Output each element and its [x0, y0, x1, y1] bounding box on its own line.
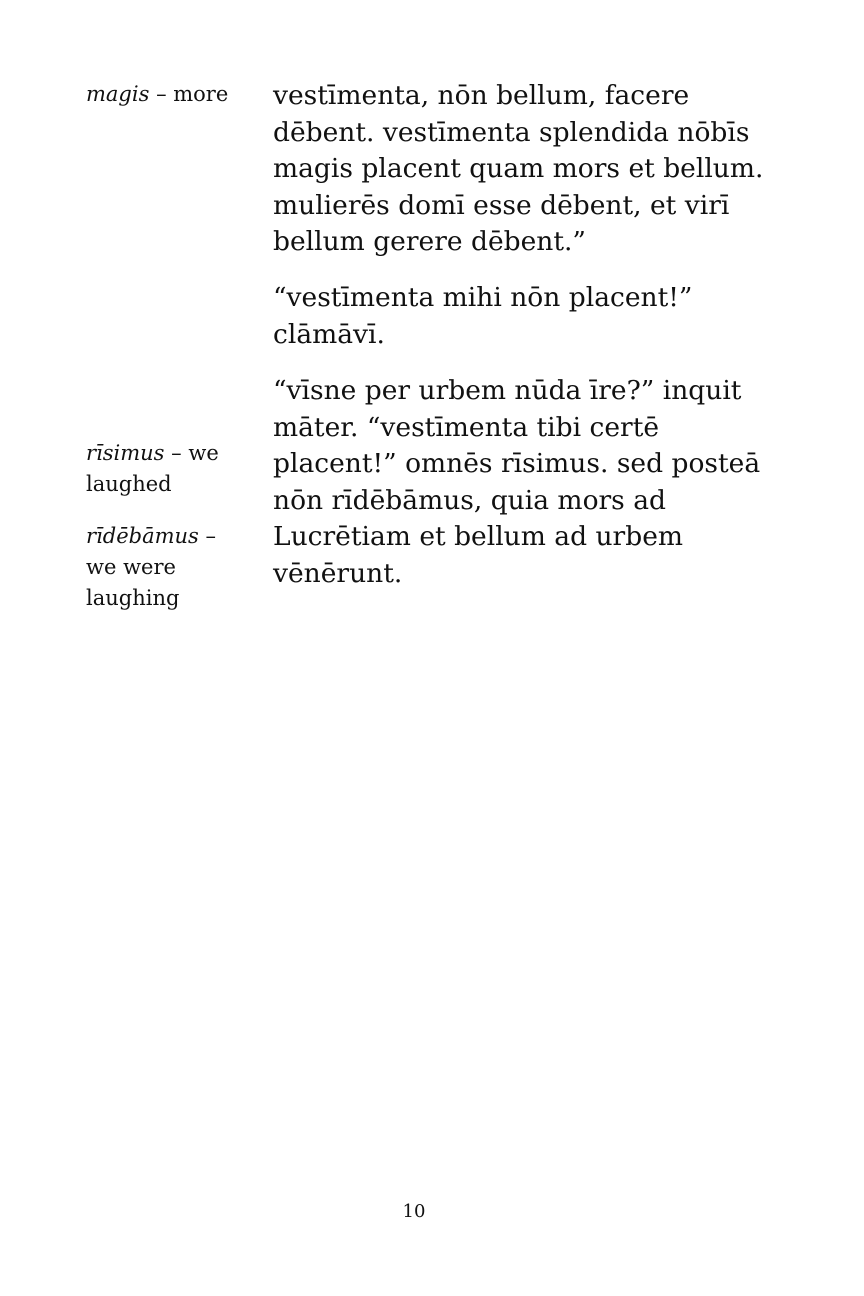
gloss-dash: –: [205, 524, 216, 548]
gloss-magis: [86, 79, 246, 110]
gloss-term: magis: [86, 82, 150, 106]
gloss-term: rīdēbāmus: [86, 524, 199, 548]
text-line: bellum gerere dēbent.”: [273, 226, 586, 257]
gloss-definition-line: laughed: [86, 472, 172, 496]
text-line: māter. “vestīmenta tibi certē: [273, 411, 660, 443]
gloss-term: rīsimus: [86, 441, 165, 465]
text-line: vēnērunt.: [273, 557, 403, 589]
text-line: “vestīmenta mihi nōn placent!”: [273, 282, 693, 313]
gloss-definition-line: laughing: [86, 586, 180, 610]
gloss-definition: more: [173, 82, 229, 106]
text-line: vestīmenta, nōn bellum, facere: [273, 80, 690, 111]
page-number: 10: [402, 1201, 426, 1222]
gloss-risimus: [86, 438, 246, 500]
text-line: dēbent. vestīmenta splendida nōbīs: [273, 116, 750, 148]
text-line: clāmāvī.: [273, 318, 385, 350]
text-line: placent!” omnēs rīsimus. sed posteā: [273, 448, 761, 479]
gloss-dash: –: [171, 441, 182, 465]
gloss-ridebamus: [86, 521, 246, 614]
paragraph-3: [273, 373, 761, 592]
text-line: Lucrētiam et bellum ad urbem: [273, 521, 683, 552]
paragraph-1: [273, 78, 764, 261]
gloss-definition-line: we: [188, 441, 219, 465]
text-line: magis placent quam mors et bellum.: [273, 153, 764, 184]
text-line: “vīsne per urbem nūda īre?” inquit: [273, 375, 742, 406]
gloss-definition-line: we were: [86, 555, 176, 579]
text-line: mulierēs domī esse dēbent, et virī: [273, 189, 730, 221]
text-line: nōn rīdēbāmus, quia mors ad: [273, 484, 666, 516]
gloss-dash: –: [156, 82, 167, 106]
paragraph-2: [273, 280, 743, 353]
